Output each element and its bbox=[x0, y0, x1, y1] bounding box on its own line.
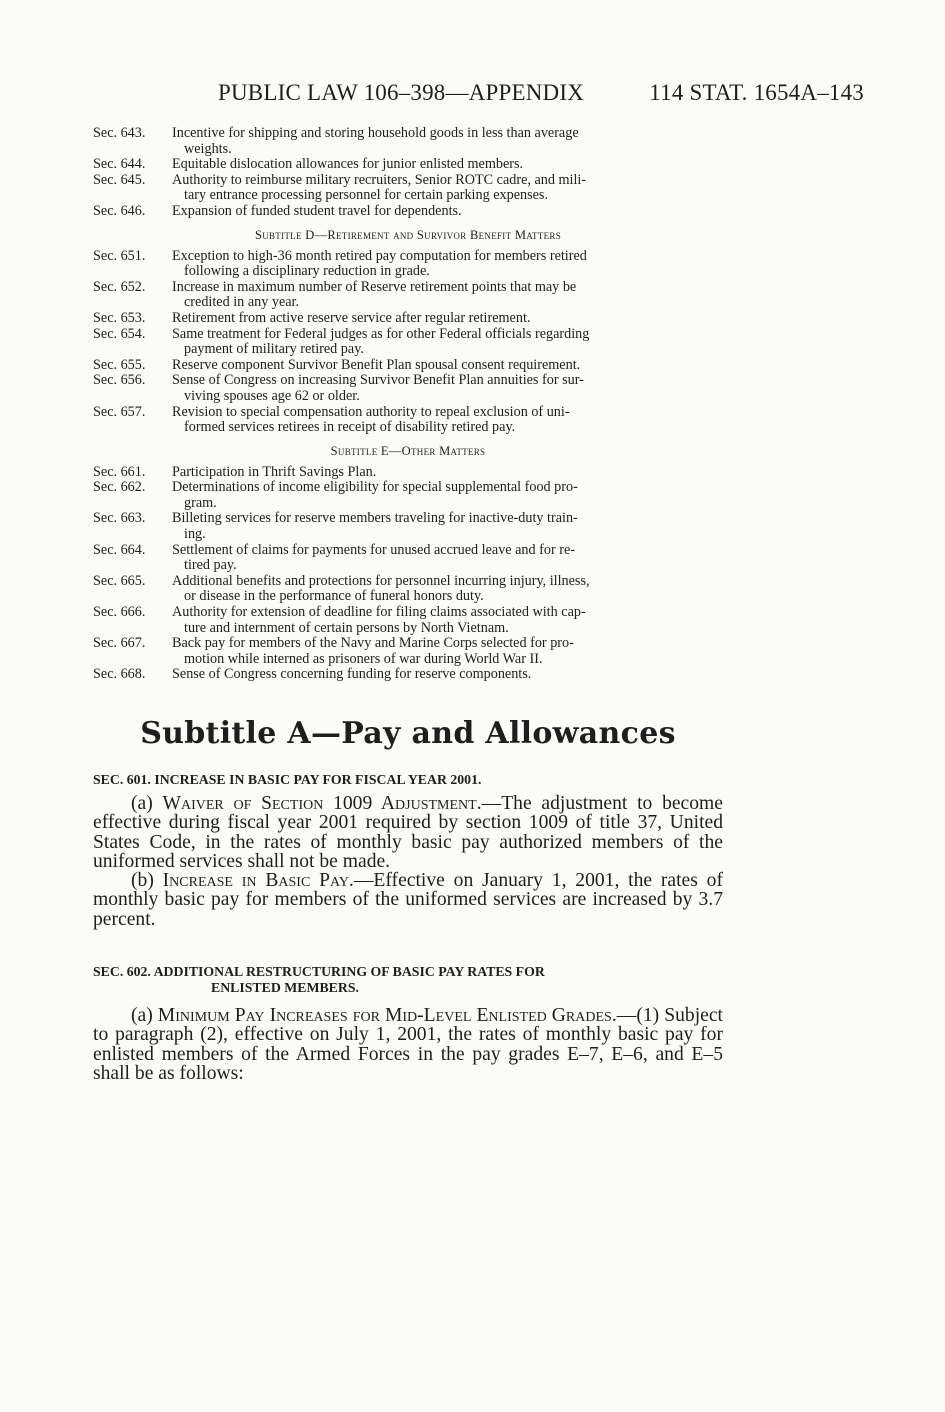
toc-section-title bbox=[172, 574, 723, 605]
toc-entry bbox=[93, 280, 723, 311]
toc-section-title bbox=[172, 605, 723, 636]
toc-title-line2: tired pay. bbox=[184, 557, 237, 574]
toc-title-line1: Billeting services for reserve members traveling for inactive-duty train- bbox=[172, 510, 578, 527]
paragraph-caption: Waiver of Section 1009 Adjustment. bbox=[162, 793, 482, 814]
toc-entry bbox=[93, 311, 723, 327]
toc-section-title bbox=[172, 157, 723, 173]
toc-section-number: Sec. 652. bbox=[93, 278, 146, 295]
paragraph-text: —The adjustment to become effective during fiscal year 2001 required by section 1009 of title 37, United States Code, in the rates of monthly basic pay authorized members of the uniformed services shall not be made. bbox=[93, 793, 723, 872]
toc-title-line1: Back pay for members of the Navy and Marine Corps selected for pro- bbox=[172, 635, 574, 652]
toc-section-number: Sec. 662. bbox=[93, 479, 146, 496]
toc-section-number: Sec. 655. bbox=[93, 356, 146, 373]
toc-section-number: Sec. 651. bbox=[93, 247, 146, 264]
toc-subtitle-e-heading: Subtitle E—Other Matters bbox=[330, 443, 486, 458]
toc-entry bbox=[93, 358, 723, 374]
toc-section-title bbox=[172, 511, 723, 542]
toc-section-title bbox=[172, 373, 723, 404]
toc-title-line1: Sense of Congress on increasing Survivor Benefit Plan annuities for sur- bbox=[172, 372, 584, 389]
toc-entry bbox=[93, 667, 723, 683]
toc-entry bbox=[93, 126, 723, 157]
toc-title-line1: Authority to reimburse military recruiters, Senior ROTC cadre, and mili- bbox=[172, 171, 587, 188]
section-602-heading-line1: SEC. 602. ADDITIONAL RESTRUCTURING OF BASIC PAY RATES FOR bbox=[93, 964, 545, 979]
toc-title-line2: ture and internment of certain persons by North Vietnam. bbox=[184, 619, 509, 636]
toc-title-line1: Sense of Congress concerning funding for reserve components. bbox=[172, 666, 532, 683]
toc-section-number: Sec. 646. bbox=[93, 202, 146, 219]
toc-section-number: Sec. 645. bbox=[93, 171, 146, 188]
toc-section-number: Sec. 665. bbox=[93, 572, 146, 589]
toc-section-title bbox=[172, 173, 723, 204]
toc-title-line2: weights. bbox=[184, 140, 232, 157]
paragraph-text: —(1) Subject to paragraph (2), effective on July 1, 2001, the rates of monthly basic pay for enlisted members of the Armed Forces in the pay grades E–7, E–6, and E–5 shall be as follows: bbox=[93, 1005, 723, 1084]
toc-section-title bbox=[172, 311, 723, 327]
toc-section-title bbox=[172, 358, 723, 374]
section-602-paragraph-a bbox=[93, 1006, 723, 1083]
toc-entry bbox=[93, 511, 723, 542]
toc-title-line2: ing. bbox=[184, 526, 206, 543]
toc-section-title bbox=[172, 667, 723, 683]
toc-title-line1: Same treatment for Federal judges as for other Federal officials regarding bbox=[172, 325, 590, 342]
toc-entry bbox=[93, 574, 723, 605]
toc-section-number: Sec. 654. bbox=[93, 325, 146, 342]
section-601-paragraph-b bbox=[93, 871, 723, 929]
running-head-title: PUBLIC LAW 106–398—APPENDIX bbox=[218, 80, 585, 105]
toc-title-line1: Settlement of claims for payments for unused accrued leave and for re- bbox=[172, 541, 575, 558]
section-601-paragraph-a bbox=[93, 794, 723, 871]
toc-title-line1: Incentive for shipping and storing household goods in less than average bbox=[172, 125, 579, 141]
toc-entry bbox=[93, 405, 723, 436]
toc-section-title bbox=[172, 405, 723, 436]
toc-section-number: Sec. 664. bbox=[93, 541, 146, 558]
toc-title-line1: Revision to special compensation authority to repeal exclusion of uni- bbox=[172, 403, 570, 420]
toc-title-line1: Additional benefits and protections for personnel incurring injury, illness, bbox=[172, 572, 590, 589]
subtitle-a-heading: Subtitle A—Pay and Allowances bbox=[140, 716, 676, 751]
toc-section-title bbox=[172, 327, 723, 358]
section-602-heading-line2: ENLISTED MEMBERS. bbox=[211, 980, 359, 995]
toc-entry bbox=[93, 157, 723, 173]
paragraph-label: (a) bbox=[131, 1005, 158, 1026]
toc-entry bbox=[93, 605, 723, 636]
toc-title-line1: Exception to high-36 month retired pay computation for members retired bbox=[172, 247, 587, 264]
section-602 bbox=[93, 964, 723, 1083]
section-601-heading: SEC. 601. INCREASE IN BASIC PAY FOR FISCAL YEAR 2001. bbox=[93, 772, 482, 787]
paragraph-caption: Increase in Basic Pay. bbox=[162, 870, 354, 892]
toc-title-line1: Participation in Thrift Savings Plan. bbox=[172, 463, 377, 480]
section-601 bbox=[93, 772, 723, 929]
toc-title-line1: Authority for extension of deadline for filing claims associated with cap- bbox=[172, 604, 586, 621]
toc-section-number: Sec. 653. bbox=[93, 309, 146, 326]
toc-section-number: Sec. 663. bbox=[93, 510, 146, 527]
toc-section-title bbox=[172, 280, 723, 311]
toc-section-title bbox=[172, 126, 723, 157]
paragraph-label: (b) bbox=[131, 870, 163, 892]
toc-title-line1: Determinations of income eligibility for special supplemental food pro- bbox=[172, 479, 578, 496]
toc-section-number: Sec. 667. bbox=[93, 635, 146, 652]
toc-title-line2: or disease in the performance of funeral honors duty. bbox=[184, 588, 484, 605]
toc-entry bbox=[93, 327, 723, 358]
toc-entry bbox=[93, 204, 723, 220]
toc-entry bbox=[93, 373, 723, 404]
paragraph-caption: Minimum Pay Increases for Mid-Level Enlisted Grades. bbox=[157, 1005, 617, 1026]
toc-section-title bbox=[172, 543, 723, 574]
toc-group-subtitle-c bbox=[93, 126, 723, 220]
toc-entry bbox=[93, 173, 723, 204]
page-citation: 114 STAT. 1654A–143 bbox=[649, 80, 864, 105]
toc-section-number: Sec. 643. bbox=[93, 125, 146, 141]
paragraph-label: (a) bbox=[131, 793, 163, 814]
toc-title-line1: Increase in maximum number of Reserve retirement points that may be bbox=[172, 278, 577, 295]
toc-section-title bbox=[172, 480, 723, 511]
toc-entry bbox=[93, 480, 723, 511]
toc-group-subtitle-d bbox=[93, 249, 723, 436]
toc-entry bbox=[93, 543, 723, 574]
toc-title-line2: tary entrance processing personnel for certain parking expenses. bbox=[184, 187, 548, 204]
section-602-heading bbox=[93, 964, 723, 996]
table-of-contents bbox=[93, 126, 723, 683]
toc-section-number: Sec. 666. bbox=[93, 604, 146, 621]
toc-title-line2: viving spouses age 62 or older. bbox=[184, 387, 360, 404]
toc-title-line2: gram. bbox=[184, 494, 217, 511]
toc-subtitle-d-heading: Subtitle D—Retirement and Survivor Benefit Matters bbox=[254, 227, 562, 242]
toc-title-line1: Equitable dislocation allowances for junior enlisted members. bbox=[172, 156, 524, 173]
toc-title-line2: formed services retirees in receipt of disability retired pay. bbox=[184, 419, 516, 436]
toc-title-line1: Expansion of funded student travel for dependents. bbox=[172, 202, 462, 219]
toc-title-line2: credited in any year. bbox=[184, 294, 300, 311]
toc-section-title bbox=[172, 636, 723, 667]
toc-title-line2: payment of military retired pay. bbox=[184, 341, 364, 358]
toc-section-number: Sec. 668. bbox=[93, 666, 146, 683]
toc-section-title bbox=[172, 465, 723, 481]
toc-section-number: Sec. 661. bbox=[93, 463, 146, 480]
toc-entry bbox=[93, 249, 723, 280]
toc-entry bbox=[93, 636, 723, 667]
toc-entry bbox=[93, 465, 723, 481]
toc-group-subtitle-e bbox=[93, 465, 723, 683]
toc-section-title bbox=[172, 204, 723, 220]
toc-section-title bbox=[172, 249, 723, 280]
toc-section-number: Sec. 657. bbox=[93, 403, 146, 420]
toc-section-number: Sec. 656. bbox=[93, 372, 146, 389]
paragraph-text: —Effective on January 1, 2001, the rates of monthly basic pay for members of the uniformed services are increased by 3.7 percent. bbox=[93, 870, 723, 930]
toc-title-line1: Retirement from active reserve service after regular retirement. bbox=[172, 309, 531, 326]
toc-title-line2: following a disciplinary reduction in grade. bbox=[184, 263, 430, 280]
toc-section-number: Sec. 644. bbox=[93, 156, 146, 173]
toc-title-line1: Reserve component Survivor Benefit Plan spousal consent requirement. bbox=[172, 356, 581, 373]
toc-title-line2: motion while interned as prisoners of war during World War II. bbox=[184, 650, 543, 667]
